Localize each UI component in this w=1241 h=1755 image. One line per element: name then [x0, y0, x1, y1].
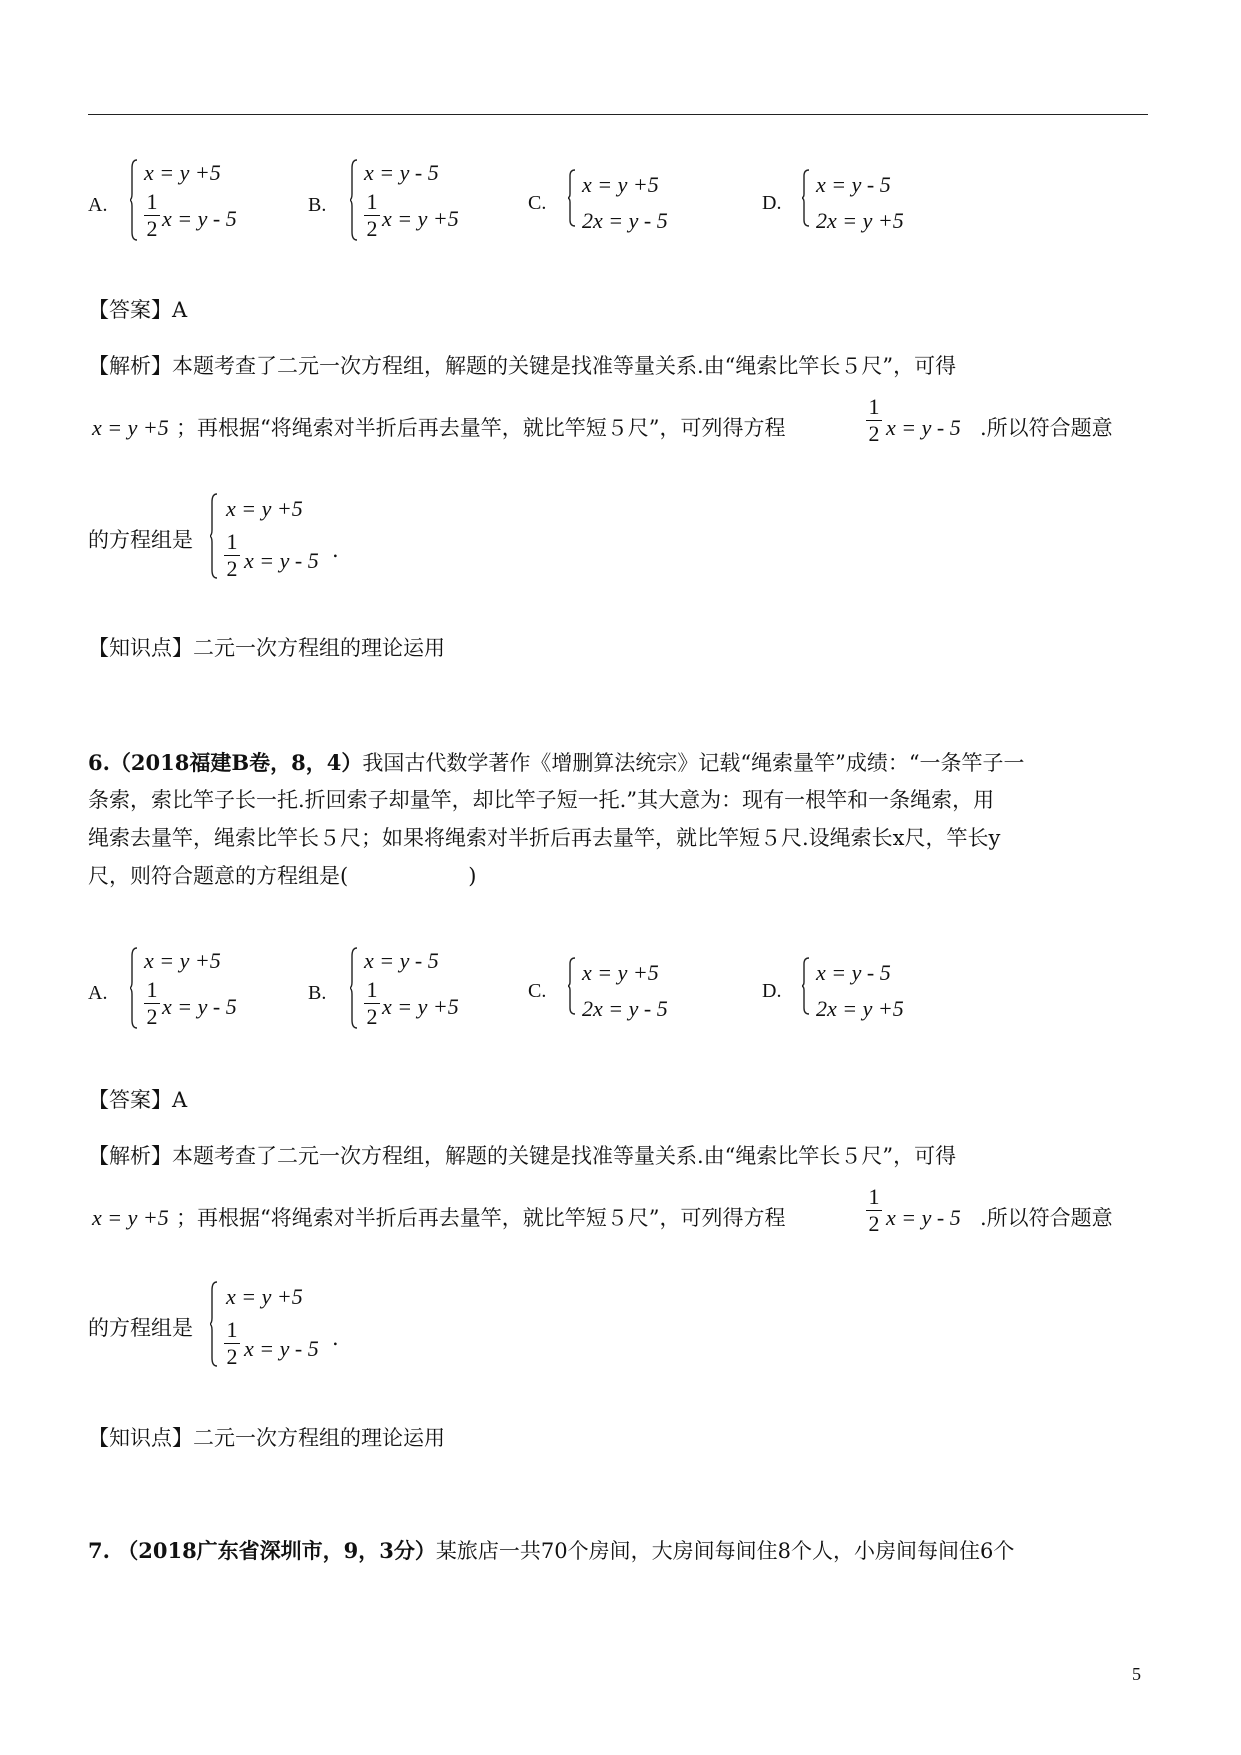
- option-d: [762, 946, 942, 1036]
- option-letter: C.: [528, 980, 547, 1002]
- brace-icon: [210, 492, 220, 580]
- page-number: 5: [1132, 1664, 1141, 1684]
- equation-1: x = y +5: [582, 172, 659, 197]
- option-d: [762, 158, 942, 248]
- analysis-line-2-end: .所以符合题意: [980, 416, 1113, 440]
- equation-1: x = y - 5: [364, 948, 439, 973]
- equation-1: x = y +5: [144, 948, 221, 973]
- fraction: 1 2: [144, 978, 160, 1029]
- brace-icon: [350, 946, 360, 1030]
- equation-1: x = y +5: [144, 160, 221, 185]
- system-equation-1: x = y +5: [226, 1284, 303, 1309]
- brace-icon: [130, 946, 140, 1030]
- analysis-line-1: 【解析】本题考查了二元一次方程组，解题的关键是找准等量关系.由“绳索比竿长５尺”，可得: [88, 1144, 957, 1168]
- knowledge-point: 【知识点】二元一次方程组的理论运用: [88, 1426, 445, 1450]
- analysis-equation: x = y +5: [92, 415, 169, 440]
- brace-icon: [210, 1280, 220, 1368]
- brace-icon: [802, 956, 812, 1016]
- option-c: [528, 158, 708, 248]
- brace-icon: [802, 168, 812, 228]
- fraction: 1 2: [866, 1185, 882, 1236]
- brace-icon: [568, 956, 578, 1016]
- brace-icon: [130, 158, 140, 242]
- system-equation-2: x = y - 5: [244, 1336, 319, 1361]
- question-line-3: 绳索去量竿，绳索比竿长５尺；如果将绳索对半折后再去量竿，就比竿短５尺.设绳索长x尺，竿长y: [88, 826, 1001, 850]
- equation-2: x = y +5: [382, 994, 459, 1019]
- question-text: 某旅店一共70个房间，大房间每间住8个人，小房间每间住6个: [435, 1539, 1015, 1563]
- fraction: 1 2: [364, 190, 380, 241]
- question-source: 6.（2018福建B卷，8，4）: [88, 750, 363, 775]
- equation-1: x = y - 5: [364, 160, 439, 185]
- equation-1: x = y - 5: [816, 960, 891, 985]
- period: .: [332, 1326, 339, 1350]
- fraction: 1 2: [224, 1318, 240, 1369]
- equation-2: x = y - 5: [162, 994, 237, 1019]
- option-b: [308, 152, 488, 242]
- equation-2: x = y - 5: [162, 206, 237, 231]
- option-a: [88, 152, 268, 242]
- analysis-line-3: 的方程组是: [88, 528, 193, 552]
- question-line-2: 条索，索比竿子长一托.折回索子却量竿，却比竿子短一托.”其大意为：现有一根竿和一条绳索，用: [88, 788, 995, 812]
- question-line-1: [88, 752, 1025, 774]
- system-equation-1: x = y +5: [226, 496, 303, 521]
- equation-2: 2x = y +5: [816, 208, 904, 233]
- question-7-line-1: [88, 1540, 1014, 1562]
- analysis-line-3: 的方程组是: [88, 1316, 193, 1340]
- answer: 【答案】A: [88, 1088, 188, 1112]
- header-rule: [88, 114, 1148, 115]
- equation-1: x = y +5: [582, 960, 659, 985]
- brace-icon: [350, 158, 360, 242]
- fraction: 1 2: [144, 190, 160, 241]
- answer: 【答案】A: [88, 298, 188, 322]
- option-letter: A.: [88, 194, 108, 216]
- option-letter: D.: [762, 980, 782, 1002]
- question-line-4: 尺，则符合题意的方程组是( ): [88, 864, 477, 888]
- equation-1: x = y - 5: [816, 172, 891, 197]
- knowledge-point: 【知识点】二元一次方程组的理论运用: [88, 636, 445, 660]
- question-source: 7. （2018广东省深圳市，9，3分）: [88, 1538, 436, 1563]
- option-c: [528, 946, 708, 1036]
- analysis-line-2: ；再根据“将绳索对半折后再去量竿，就比竿短５尺”，可列得方程: [176, 416, 786, 440]
- option-letter: A.: [88, 982, 108, 1004]
- period: .: [332, 538, 339, 562]
- system-equation-2: x = y - 5: [244, 548, 319, 573]
- analysis-line-2: ；再根据“将绳索对半折后再去量竿，就比竿短５尺”，可列得方程: [176, 1206, 786, 1230]
- brace-icon: [568, 168, 578, 228]
- equation-2: 2x = y - 5: [582, 996, 668, 1021]
- option-a: [88, 940, 268, 1030]
- option-letter: B.: [308, 194, 327, 216]
- analysis-line-2-end: .所以符合题意: [980, 1206, 1113, 1230]
- fraction: 1 2: [866, 395, 882, 446]
- option-letter: D.: [762, 192, 782, 214]
- fraction: 1 2: [364, 978, 380, 1029]
- equation-2: 2x = y - 5: [582, 208, 668, 233]
- equation-2: 2x = y +5: [816, 996, 904, 1021]
- option-letter: B.: [308, 982, 327, 1004]
- fraction: 1 2: [224, 530, 240, 581]
- option-letter: C.: [528, 192, 547, 214]
- equation-2: x = y +5: [382, 206, 459, 231]
- analysis-equation: x = y +5: [92, 1205, 169, 1230]
- option-b: [308, 940, 488, 1030]
- question-text: 我国古代数学著作《增删算法统宗》记载“绳索量竿”成绩：“一条竿子一: [362, 751, 1025, 775]
- analysis-equation: x = y - 5: [886, 1205, 961, 1230]
- analysis-equation: x = y - 5: [886, 415, 961, 440]
- analysis-line-1: 【解析】本题考查了二元一次方程组，解题的关键是找准等量关系.由“绳索比竿长５尺”，可得: [88, 354, 957, 378]
